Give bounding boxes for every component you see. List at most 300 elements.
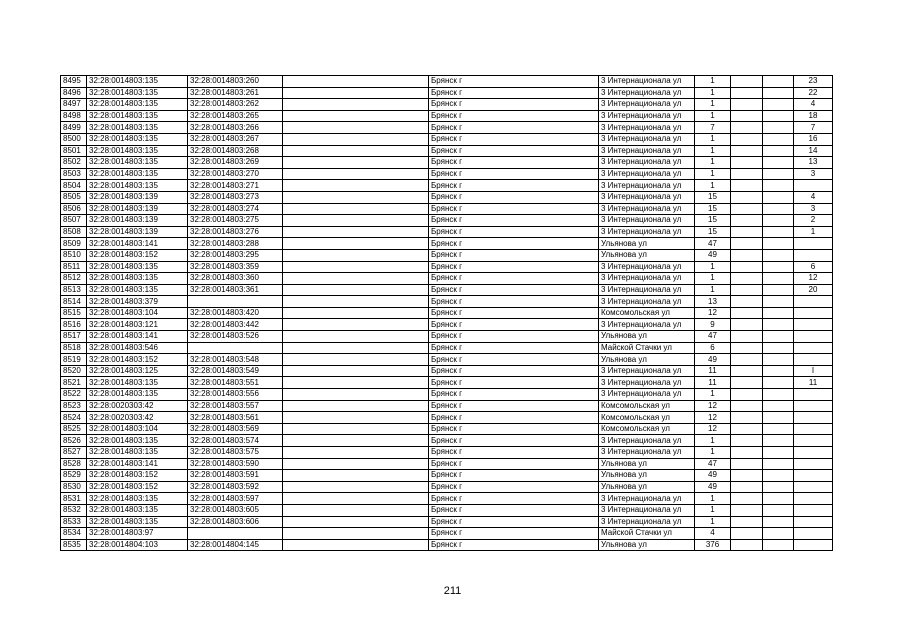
cadastral-number: 32:28:0014803:561 (188, 412, 283, 424)
city: Брянск г (429, 238, 599, 250)
empty-cell (763, 412, 794, 424)
table-row (61, 296, 833, 308)
street: Ульянова ул (599, 238, 695, 250)
empty-cell (283, 296, 429, 308)
house-number: 7 (695, 122, 731, 134)
street: 3 Интернационала ул (599, 296, 695, 308)
street: 3 Интернационала ул (599, 365, 695, 377)
parent-cadastral-number: 32:28:0014803:135 (87, 168, 188, 180)
empty-cell (283, 516, 429, 528)
street: Ульянова ул (599, 331, 695, 343)
empty-cell (283, 458, 429, 470)
cadastral-number: 32:28:0014803:269 (188, 157, 283, 169)
page-number: 211 (443, 585, 462, 597)
table-row (61, 284, 833, 296)
table-row (61, 307, 833, 319)
house-number: 9 (695, 319, 731, 331)
table-row (61, 191, 833, 203)
street: 3 Интернационала ул (599, 447, 695, 459)
table-row (61, 133, 833, 145)
parent-cadastral-number: 32:28:0014803:135 (87, 76, 188, 88)
parent-cadastral-number: 32:28:0014803:139 (87, 191, 188, 203)
table-row (61, 423, 833, 435)
empty-cell (763, 122, 794, 134)
house-number: 49 (695, 354, 731, 366)
empty-cell (731, 412, 763, 424)
cadastral-number: 32:28:0014803:556 (188, 389, 283, 401)
row-number: 8507 (61, 215, 87, 227)
apartment-number (794, 180, 833, 192)
empty-cell (763, 400, 794, 412)
row-number: 8523 (61, 400, 87, 412)
empty-cell (763, 528, 794, 540)
parent-cadastral-number: 32:28:0014803:379 (87, 296, 188, 308)
parent-cadastral-number: 32:28:0014803:104 (87, 423, 188, 435)
parent-cadastral-number: 32:28:0014803:141 (87, 238, 188, 250)
empty-cell (283, 435, 429, 447)
empty-cell (731, 99, 763, 111)
row-number: 8509 (61, 238, 87, 250)
empty-cell (763, 76, 794, 88)
parent-cadastral-number: 32:28:0014803:135 (87, 99, 188, 111)
table-row (61, 342, 833, 354)
table-row (61, 99, 833, 111)
empty-cell (283, 99, 429, 111)
empty-cell (763, 481, 794, 493)
cadastral-number: 32:28:0014803:597 (188, 493, 283, 505)
cadastral-number: 32:28:0014803:592 (188, 481, 283, 493)
house-number: 1 (695, 168, 731, 180)
empty-cell (731, 110, 763, 122)
empty-cell (763, 458, 794, 470)
parent-cadastral-number: 32:28:0014803:141 (87, 458, 188, 470)
cadastral-number (188, 342, 283, 354)
house-number: 12 (695, 400, 731, 412)
house-number: 1 (695, 504, 731, 516)
register-table (60, 75, 833, 551)
empty-cell (731, 354, 763, 366)
city: Брянск г (429, 447, 599, 459)
empty-cell (763, 342, 794, 354)
street: Майской Стачки ул (599, 528, 695, 540)
cadastral-number: 32:28:0014803:526 (188, 331, 283, 343)
street: 3 Интернационала ул (599, 261, 695, 273)
row-number: 8522 (61, 389, 87, 401)
street: 3 Интернационала ул (599, 504, 695, 516)
row-number: 8500 (61, 133, 87, 145)
empty-cell (283, 168, 429, 180)
house-number: 47 (695, 238, 731, 250)
street: 3 Интернационала ул (599, 110, 695, 122)
row-number: 8513 (61, 284, 87, 296)
parent-cadastral-number: 32:28:0014803:152 (87, 481, 188, 493)
empty-cell (731, 481, 763, 493)
empty-cell (283, 400, 429, 412)
apartment-number (794, 307, 833, 319)
empty-cell (763, 87, 794, 99)
table-row (61, 447, 833, 459)
empty-cell (763, 319, 794, 331)
house-number: 1 (695, 493, 731, 505)
empty-cell (763, 238, 794, 250)
empty-cell (763, 307, 794, 319)
street: 3 Интернационала ул (599, 435, 695, 447)
apartment-number: 7 (794, 122, 833, 134)
city: Брянск г (429, 539, 599, 551)
house-number: 1 (695, 180, 731, 192)
house-number: 376 (695, 539, 731, 551)
empty-cell (731, 261, 763, 273)
empty-cell (283, 238, 429, 250)
empty-cell (763, 133, 794, 145)
empty-cell (763, 273, 794, 285)
empty-cell (283, 365, 429, 377)
parent-cadastral-number: 32:28:0014803:139 (87, 203, 188, 215)
row-number: 8497 (61, 99, 87, 111)
city: Брянск г (429, 296, 599, 308)
street: 3 Интернационала ул (599, 87, 695, 99)
empty-cell (283, 203, 429, 215)
empty-cell (283, 447, 429, 459)
parent-cadastral-number: 32:28:0014803:135 (87, 261, 188, 273)
table-row (61, 470, 833, 482)
empty-cell (763, 157, 794, 169)
row-number: 8519 (61, 354, 87, 366)
apartment-number (794, 296, 833, 308)
empty-cell (731, 528, 763, 540)
house-number: 15 (695, 203, 731, 215)
parent-cadastral-number: 32:28:0014804:103 (87, 539, 188, 551)
row-number: 8535 (61, 539, 87, 551)
parent-cadastral-number: 32:28:0014803:135 (87, 447, 188, 459)
street: Ульянова ул (599, 249, 695, 261)
city: Брянск г (429, 191, 599, 203)
empty-cell (731, 238, 763, 250)
table-row (61, 528, 833, 540)
empty-cell (731, 226, 763, 238)
city: Брянск г (429, 157, 599, 169)
apartment-number: 18 (794, 110, 833, 122)
street: Майской Стачки ул (599, 342, 695, 354)
row-number: 8512 (61, 273, 87, 285)
city: Брянск г (429, 377, 599, 389)
table-row (61, 110, 833, 122)
parent-cadastral-number: 32:28:0014803:135 (87, 493, 188, 505)
house-number: 1 (695, 435, 731, 447)
empty-cell (731, 377, 763, 389)
table-row (61, 539, 833, 551)
empty-cell (283, 412, 429, 424)
empty-cell (763, 191, 794, 203)
street: 3 Интернационала ул (599, 273, 695, 285)
apartment-number (794, 412, 833, 424)
empty-cell (283, 145, 429, 157)
table-row (61, 458, 833, 470)
empty-cell (763, 284, 794, 296)
empty-cell (283, 215, 429, 227)
city: Брянск г (429, 110, 599, 122)
parent-cadastral-number: 32:28:0014803:139 (87, 226, 188, 238)
house-number: 15 (695, 191, 731, 203)
house-number: 47 (695, 331, 731, 343)
cadastral-number (188, 528, 283, 540)
street: Ульянова ул (599, 458, 695, 470)
cadastral-number: 32:28:0014803:266 (188, 122, 283, 134)
empty-cell (763, 331, 794, 343)
row-number: 8518 (61, 342, 87, 354)
cadastral-number: 32:28:0014803:295 (188, 249, 283, 261)
parent-cadastral-number: 32:28:0014803:135 (87, 389, 188, 401)
table-row (61, 412, 833, 424)
apartment-number: 22 (794, 87, 833, 99)
apartment-number (794, 249, 833, 261)
empty-cell (731, 423, 763, 435)
empty-cell (283, 122, 429, 134)
row-number: 8510 (61, 249, 87, 261)
cadastral-number: 32:28:0014803:575 (188, 447, 283, 459)
row-number: 8515 (61, 307, 87, 319)
table-row (61, 203, 833, 215)
cadastral-number: 32:28:0014803:360 (188, 273, 283, 285)
empty-cell (731, 516, 763, 528)
street: 3 Интернационала ул (599, 215, 695, 227)
table-row (61, 435, 833, 447)
city: Брянск г (429, 504, 599, 516)
street: 3 Интернационала ул (599, 168, 695, 180)
cadastral-number: 32:28:0014803:359 (188, 261, 283, 273)
parent-cadastral-number: 32:28:0014803:135 (87, 180, 188, 192)
cadastral-number: 32:28:0014803:420 (188, 307, 283, 319)
city: Брянск г (429, 389, 599, 401)
city: Брянск г (429, 76, 599, 88)
cadastral-number: 32:28:0014803:557 (188, 400, 283, 412)
cadastral-number: 32:28:0014803:548 (188, 354, 283, 366)
apartment-number: 23 (794, 76, 833, 88)
cadastral-number: 32:28:0014803:606 (188, 516, 283, 528)
empty-cell (283, 331, 429, 343)
parent-cadastral-number: 32:28:0014803:141 (87, 331, 188, 343)
parent-cadastral-number: 32:28:0014803:97 (87, 528, 188, 540)
city: Брянск г (429, 284, 599, 296)
row-number: 8530 (61, 481, 87, 493)
city: Брянск г (429, 122, 599, 134)
row-number: 8532 (61, 504, 87, 516)
apartment-number (794, 504, 833, 516)
cadastral-number: 32:28:0014803:268 (188, 145, 283, 157)
table-row (61, 481, 833, 493)
house-number: 4 (695, 528, 731, 540)
street: 3 Интернационала ул (599, 191, 695, 203)
cadastral-number: 32:28:0014803:267 (188, 133, 283, 145)
house-number: 15 (695, 215, 731, 227)
empty-cell (283, 319, 429, 331)
city: Брянск г (429, 145, 599, 157)
empty-cell (731, 168, 763, 180)
cadastral-number: 32:28:0014804:145 (188, 539, 283, 551)
apartment-number (794, 331, 833, 343)
empty-cell (283, 284, 429, 296)
cadastral-number: 32:28:0014803:591 (188, 470, 283, 482)
cadastral-number: 32:28:0014803:271 (188, 180, 283, 192)
table-row (61, 400, 833, 412)
empty-cell (731, 133, 763, 145)
house-number: 1 (695, 87, 731, 99)
empty-cell (731, 145, 763, 157)
apartment-number (794, 435, 833, 447)
parent-cadastral-number: 32:28:0014803:152 (87, 470, 188, 482)
house-number: 1 (695, 76, 731, 88)
empty-cell (283, 481, 429, 493)
apartment-number (794, 400, 833, 412)
street: Комсомольская ул (599, 423, 695, 435)
row-number: 8527 (61, 447, 87, 459)
apartment-number (794, 389, 833, 401)
street: 3 Интернационала ул (599, 319, 695, 331)
city: Брянск г (429, 365, 599, 377)
empty-cell (731, 249, 763, 261)
city: Брянск г (429, 435, 599, 447)
row-number: 8529 (61, 470, 87, 482)
parent-cadastral-number: 32:28:0014803:135 (87, 133, 188, 145)
empty-cell (283, 180, 429, 192)
row-number: 8514 (61, 296, 87, 308)
empty-cell (763, 354, 794, 366)
city: Брянск г (429, 133, 599, 145)
row-number: 8499 (61, 122, 87, 134)
street: 3 Интернационала ул (599, 157, 695, 169)
apartment-number: I (794, 365, 833, 377)
empty-cell (731, 122, 763, 134)
empty-cell (283, 273, 429, 285)
row-number: 8504 (61, 180, 87, 192)
street: 3 Интернационала ул (599, 145, 695, 157)
empty-cell (731, 76, 763, 88)
apartment-number (794, 447, 833, 459)
parent-cadastral-number: 32:28:0014803:139 (87, 215, 188, 227)
row-number: 8521 (61, 377, 87, 389)
cadastral-number: 32:28:0014803:569 (188, 423, 283, 435)
empty-cell (763, 168, 794, 180)
apartment-number (794, 423, 833, 435)
city: Брянск г (429, 516, 599, 528)
apartment-number: 6 (794, 261, 833, 273)
table-row (61, 273, 833, 285)
cadastral-number: 32:28:0014803:361 (188, 284, 283, 296)
apartment-number (794, 481, 833, 493)
city: Брянск г (429, 249, 599, 261)
empty-cell (283, 133, 429, 145)
table-row (61, 365, 833, 377)
empty-cell (763, 516, 794, 528)
empty-cell (731, 273, 763, 285)
table-row (61, 389, 833, 401)
cadastral-number: 32:28:0014803:605 (188, 504, 283, 516)
city: Брянск г (429, 203, 599, 215)
parent-cadastral-number: 32:28:0014803:135 (87, 145, 188, 157)
empty-cell (731, 157, 763, 169)
parent-cadastral-number: 32:28:0014803:135 (87, 122, 188, 134)
house-number: 12 (695, 307, 731, 319)
row-number: 8525 (61, 423, 87, 435)
row-number: 8526 (61, 435, 87, 447)
cadastral-number: 32:28:0014803:276 (188, 226, 283, 238)
empty-cell (283, 76, 429, 88)
table-row (61, 226, 833, 238)
city: Брянск г (429, 331, 599, 343)
city: Брянск г (429, 458, 599, 470)
cadastral-number: 32:28:0014803:288 (188, 238, 283, 250)
city: Брянск г (429, 470, 599, 482)
house-number: 49 (695, 249, 731, 261)
empty-cell (763, 504, 794, 516)
cadastral-number: 32:28:0014803:590 (188, 458, 283, 470)
empty-cell (283, 528, 429, 540)
empty-cell (763, 435, 794, 447)
apartment-number (794, 238, 833, 250)
house-number: 1 (695, 133, 731, 145)
empty-cell (731, 87, 763, 99)
street: 3 Интернационала ул (599, 203, 695, 215)
empty-cell (763, 447, 794, 459)
empty-cell (283, 87, 429, 99)
row-number: 8533 (61, 516, 87, 528)
apartment-number: 1 (794, 226, 833, 238)
cadastral-number: 32:28:0014803:275 (188, 215, 283, 227)
house-number: 1 (695, 273, 731, 285)
empty-cell (731, 435, 763, 447)
parent-cadastral-number: 32:28:0014803:135 (87, 87, 188, 99)
empty-cell (763, 296, 794, 308)
empty-cell (731, 365, 763, 377)
empty-cell (763, 180, 794, 192)
parent-cadastral-number: 32:28:0014803:125 (87, 365, 188, 377)
table-row (61, 145, 833, 157)
empty-cell (283, 307, 429, 319)
city: Брянск г (429, 423, 599, 435)
parent-cadastral-number: 32:28:0014803:135 (87, 435, 188, 447)
table-row (61, 249, 833, 261)
empty-cell (731, 470, 763, 482)
empty-cell (763, 493, 794, 505)
empty-cell (763, 423, 794, 435)
empty-cell (763, 539, 794, 551)
apartment-number: 20 (794, 284, 833, 296)
empty-cell (283, 249, 429, 261)
empty-cell (731, 215, 763, 227)
empty-cell (283, 493, 429, 505)
row-number: 8528 (61, 458, 87, 470)
empty-cell (731, 493, 763, 505)
street: 3 Интернационала ул (599, 122, 695, 134)
row-number: 8502 (61, 157, 87, 169)
empty-cell (731, 400, 763, 412)
house-number: 12 (695, 412, 731, 424)
house-number: 1 (695, 516, 731, 528)
empty-cell (283, 157, 429, 169)
street: Ульянова ул (599, 354, 695, 366)
table-row (61, 180, 833, 192)
parent-cadastral-number: 32:28:0020303:42 (87, 412, 188, 424)
empty-cell (763, 261, 794, 273)
house-number: 49 (695, 470, 731, 482)
house-number: 12 (695, 423, 731, 435)
street: 3 Интернационала ул (599, 76, 695, 88)
cadastral-number: 32:28:0014803:549 (188, 365, 283, 377)
row-number: 8503 (61, 168, 87, 180)
apartment-number: 3 (794, 168, 833, 180)
empty-cell (763, 145, 794, 157)
street: Комсомольская ул (599, 400, 695, 412)
